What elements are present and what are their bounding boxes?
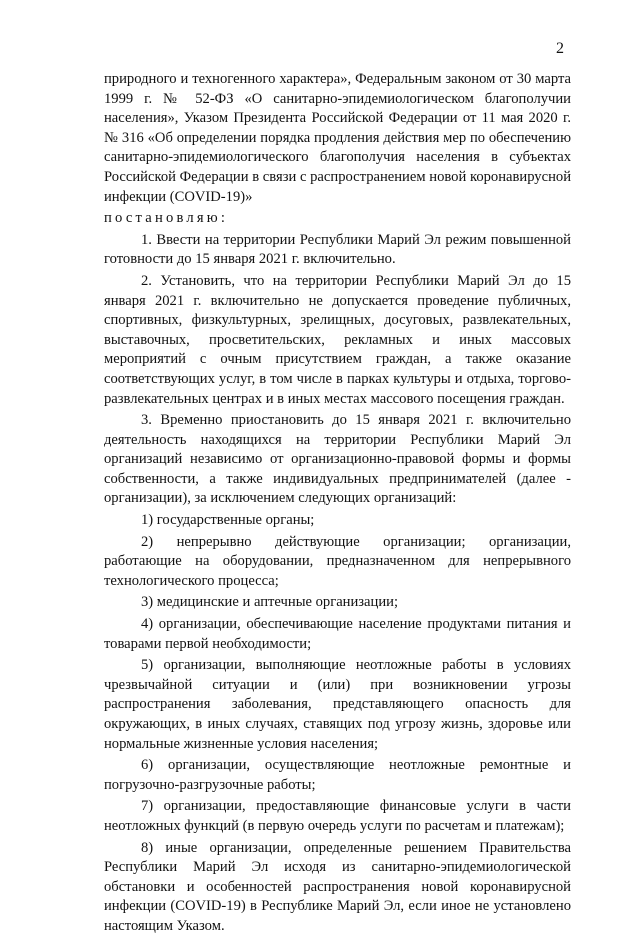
subitem-7: 7) организации, предоставляющие финансовые услуги в части неотложных функций (в первую очередь услуги по расчетам и платежам); [104, 798, 571, 834]
subitem-5: 5) организации, выполняющие неотложные работы в условиях чрезвычайной ситуации и (или) при возникновении угрозы распространения заболевания, представляющего опасность для окружающих, в иных случаях, ставящих под угрозу жизнь, здоровье или нормальные жизненные условия населения; [104, 657, 571, 752]
paragraph-item-2: 2. Установить, что на территории Республики Марий Эл до 15 января 2021 г. включительно не допускается проведение публичных, спортивных, физкультурных, зрелищных, досуговых, развлекательных, выставочных, просветительских, рекламных и иных массовых мероприятий с очным присутствием граждан, а также оказание соответствующих услуг, в том числе в парках культуры и отдыха, торгово-развлекательных центрах и в иных местах массового посещения граждан. [104, 272, 571, 407]
subitem-1: 1) государственные органы; [141, 512, 315, 529]
paragraph-item-3: 3. Временно приостановить до 15 января 2021 г. включительно деятельность находящихся на территории Республики Марий Эл организаций независимо от организационно-правовой формы и формы собственности, а также индивидуальных предпринимателей (далее - организации), за исключением следующих организаций: [104, 412, 571, 507]
subitem-3: 3) медицинские и аптечные организации; [141, 594, 399, 611]
subitem-4: 4) организации, обеспечивающие население продуктами питания и товарами первой необходимости; [104, 616, 571, 652]
page-number: 2 [556, 40, 564, 57]
document-body [104, 70, 571, 939]
subitem-8: 8) иные организации, определенные решением Правительства Республики Марий Эл исходя из санитарно-эпидемиологической обстановки и особенностей распространения новой коронавирусной инфекции (COVID-19) в Республике Марий Эл, если иное не установлено настоящим Указом. [104, 839, 571, 934]
paragraph-preamble: природного и техногенного характера», Федеральным законом от 30 марта 1999 г. № 52-ФЗ «О санитарно-эпидемиологическом благополучии населения», Указом Президента Российской Федерации от 11 мая 2020 г. № 316 «Об определении порядка продления действия мер по обеспечению санитарно-эпидемиологического благополучия населения в субъектах Российской Федерации в связи с распространением новой коронавирусной инфекции (COVID-19)» [104, 71, 571, 205]
subitem-2: 2) непрерывно действующие организации; организации, работающие на оборудовании, предназначенном для непрерывного технологического процесса; [104, 533, 571, 589]
subitem-6: 6) организации, осуществляющие неотложные ремонтные и погрузочно-разгрузочные работы; [104, 757, 571, 793]
paragraph-item-1: 1. Ввести на территории Республики Марий Эл режим повышенной готовности до 15 января 2021 г. включительно. [104, 231, 571, 268]
paragraph-decree-word: постановляю: [104, 210, 229, 227]
